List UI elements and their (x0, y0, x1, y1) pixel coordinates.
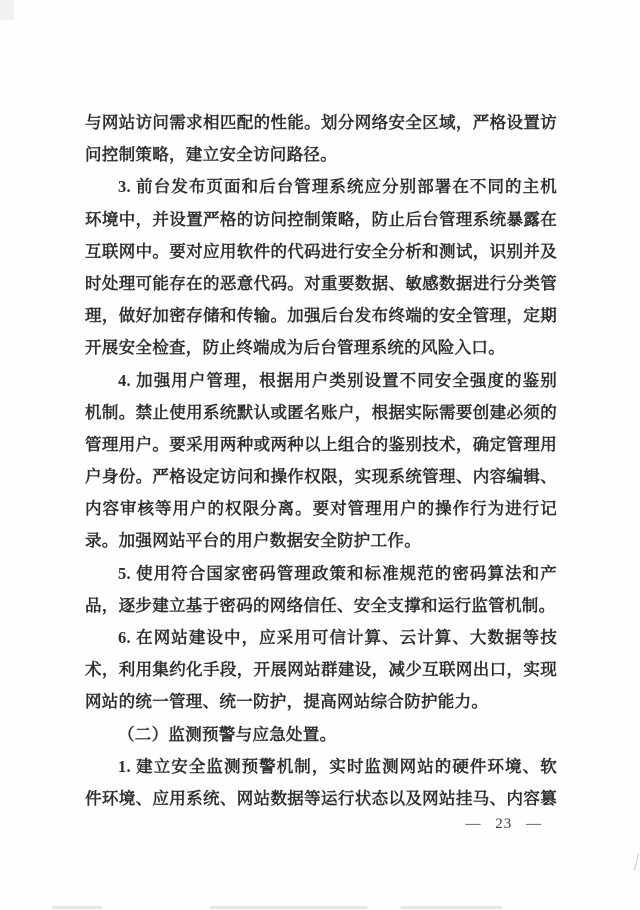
scan-smudge (210, 906, 368, 909)
text-line: 与网站访问需求相匹配的性能。划分网络安全区域，严格设置访 (85, 113, 557, 132)
text-line: 时处理可能存在的恶意代码。对重要数据、敏感数据进行分类管 (85, 273, 557, 293)
text-line: 6. 在网站建设中，应采用可信计算、云计算、大数据等技 (118, 628, 557, 647)
text-line: 户身份。严格设定访问和操作权限，实现系统管理、内容编辑、 (85, 467, 557, 487)
text-line: 管理用户。要采用两种或两种以上组合的鉴别技术，确定管理用 (85, 434, 557, 454)
scan-smudge (52, 906, 102, 909)
scan-edge-artifact (634, 853, 639, 871)
text-line: 环境中，并设置严格的访问控制策略，防止后台管理系统暴露在 (85, 209, 557, 229)
text-line: 3. 前台发布页面和后台管理系统应分别部署在不同的主机 (118, 177, 557, 197)
document-body-text (85, 107, 557, 815)
text-line: 机制。禁止使用系统默认或匿名账户，根据实际需要创建必须的 (85, 402, 557, 422)
text-line: （二）监测预警与应急处置。 (118, 724, 337, 744)
text-line: 网站的统一管理、统一防护，提高网站综合防护能力。 (85, 692, 489, 712)
scan-corner-artifact (0, 0, 14, 20)
text-line: 1. 建立安全监测预警机制，实时监测网站的硬件环境、软 (118, 756, 557, 776)
text-line: 术，利用集约化手段，开展网站群建设，减少互联网出口，实现 (85, 660, 557, 680)
scan-smudge (400, 906, 502, 909)
text-line: 录。加强网站平台的用户数据安全防护工作。 (85, 531, 421, 551)
text-line: 4. 加强用户管理，根据用户类别设置不同安全强度的鉴别 (118, 370, 557, 390)
text-line: 内容审核等用户的权限分离。要对管理用户的操作行为进行记 (85, 499, 557, 519)
text-line: 开展安全检查，防止终端成为后台管理系统的风险入口。 (85, 338, 505, 358)
text-line: 5. 使用符合国家密码管理政策和标准规范的密码算法和产 (118, 563, 557, 583)
text-line: 件环境、应用系统、网站数据等运行状态以及网站挂马、内容篡 (85, 788, 557, 808)
page-number: — 23 — (465, 816, 542, 832)
text-line: 品，逐步建立基于密码的网络信任、安全支撑和运行监管机制。 (85, 595, 556, 615)
text-line: 理，做好加密存储和传输。加强后台发布终端的安全管理，定期 (85, 306, 557, 326)
text-line: 互联网中。要对应用软件的代码进行安全分析和测试，识别并及 (85, 241, 557, 261)
text-line: 问控制策略，建立安全访问路径。 (85, 145, 337, 165)
